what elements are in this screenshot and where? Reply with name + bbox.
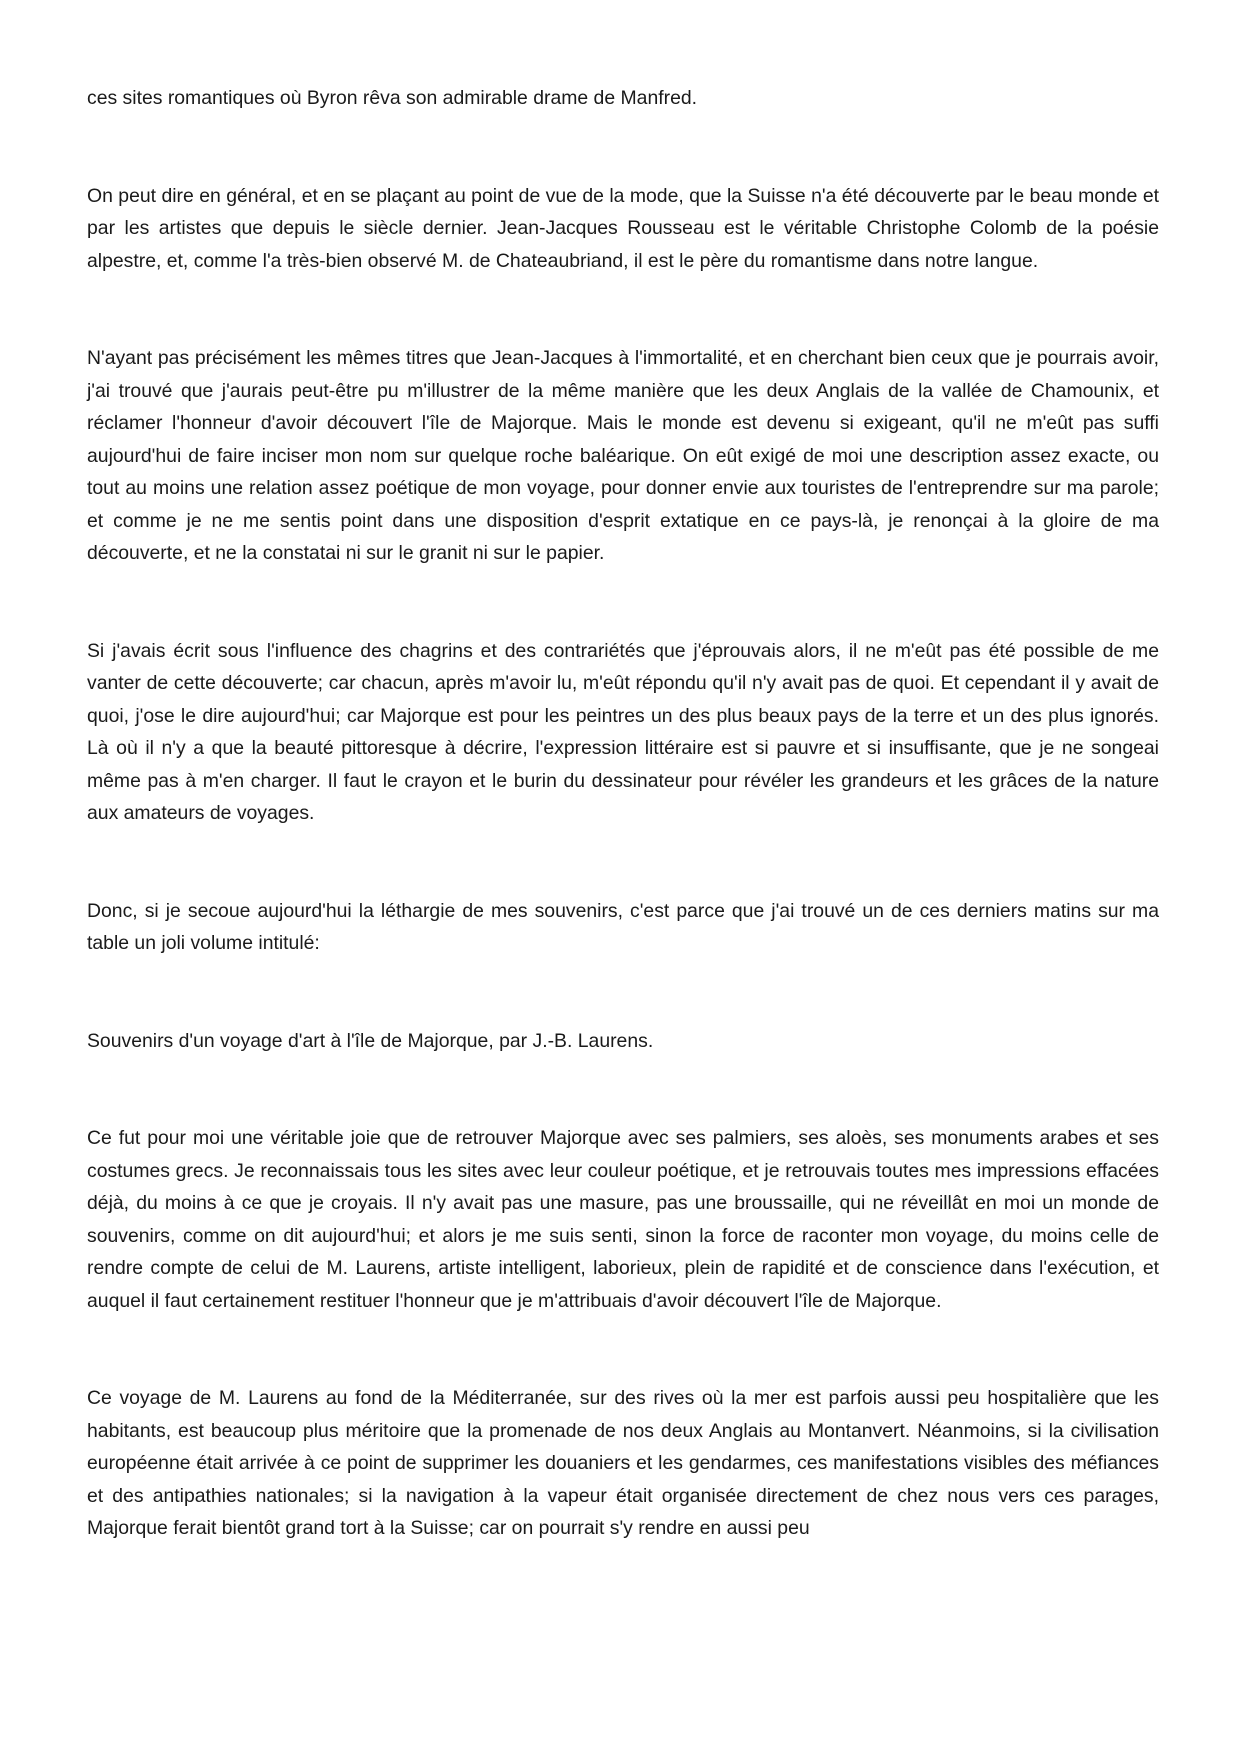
paragraph-suisse-decouverte: On peut dire en général, et en se plaçant au point de vue de la mode, que la Suisse n'a été découverte par le beau monde et par les artistes que depuis le siècle dernier. Jean-Jacques Rousseau est le véritable Christophe Colomb de la poésie alpestre, et, comme l'a très-bien observé M. de Chateaubriand, il est le père du romantisme dans notre langue. [87, 184, 1159, 272]
paragraph-chagrins: Si j'avais écrit sous l'influence des chagrins et des contrariétés que j'éprouvais alors, il ne m'eût pas été possible de me vanter de cette découverte; car chacun, après m'avoir lu, m'eût répondu qu'il n'y avait pas de quoi. Et cependant il y avait de quoi, j'ose le dire aujourd'hui; car Majorque est pour les peintres un des plus beaux pays de la terre et un des plus ignorés. Là où il n'y a que la beauté pittoresque à décrire, l'expression littéraire est si pauvre et si insuffisante, que je ne songeai même pas à m'en charger. Il faut le crayon et le burin du dessinateur pour révéler les grandeurs et les grâces de la nature aux amateurs de voyages. [87, 639, 1159, 824]
document-page [87, 82, 1159, 1545]
paragraph-voyage-laurens: Ce voyage de M. Laurens au fond de la Méditerranée, sur des rives où la mer est parfois aussi peu hospitalière que les habitants, est beaucoup plus méritoire que la promenade de nos deux Anglais au Montanvert. Néanmoins, si la civilisation européenne était arrivée à ce point de supprimer les douaniers et les gendarmes, ces manifestations visibles des méfiances et des antipathies nationales; si la navigation à la vapeur était organisée directement de chez nous vers ces parages, Majorque ferait bientôt grand tort à la Suisse; car on pourrait s'y rendre en aussi peu [87, 1387, 1159, 1539]
paragraph-book-title: Souvenirs d'un voyage d'art à l'île de Majorque, par J.-B. Laurens. [87, 1029, 654, 1052]
paragraph-souvenirs: Donc, si je secoue aujourd'hui la léthargie de mes souvenirs, c'est parce que j'ai trouvé un de ces derniers matins sur ma table un joli volume intitulé: [87, 899, 1159, 954]
paragraph-joie-retrouver: Ce fut pour moi une véritable joie que de retrouver Majorque avec ses palmiers, ses aloès, ses monuments arabes et ses costumes grecs. Je reconnaissais tous les sites avec leur couleur poétique, et je retrouvais toutes mes impressions effacées déjà, du moins à ce que je croyais. Il n'y avait pas une masure, pas une broussaille, qui ne réveillât en moi un monde de souvenirs, comme on dit aujourd'hui; et alors je me suis senti, sinon la force de raconter mon voyage, du moins celle de rendre compte de celui de M. Laurens, artiste intelligent, laborieux, plein de rapidité et de conscience dans l'exécution, et auquel il faut certainement restituer l'honneur que je m'attribuais d'avoir découvert l'île de Majorque. [87, 1127, 1159, 1312]
paragraph-byron-manfred: ces sites romantiques où Byron rêva son admirable drame de Manfred. [87, 87, 698, 109]
paragraph-immortalite-majorque: N'ayant pas précisément les mêmes titres que Jean-Jacques à l'immortalité, et en cherchant bien ceux que je pourrais avoir, j'ai trouvé que j'aurais peut-être pu m'illustrer de la même manière que les deux Anglais de la vallée de Chamounix, et réclamer l'honneur d'avoir découvert l'île de Majorque. Mais le monde est devenu si exigeant, qu'il ne m'eût pas suffi aujourd'hui de faire inciser mon nom sur quelque roche baléarique. On eût exigé de moi une description assez exacte, ou tout au moins une relation assez poétique de mon voyage, pour donner envie aux touristes de l'entreprendre sur ma parole; et comme je ne me sentis point dans une disposition d'esprit extatique en ce pays-là, je renonçai à la gloire de ma découverte, et ne la constatai ni sur le granit ni sur le papier. [87, 347, 1159, 564]
